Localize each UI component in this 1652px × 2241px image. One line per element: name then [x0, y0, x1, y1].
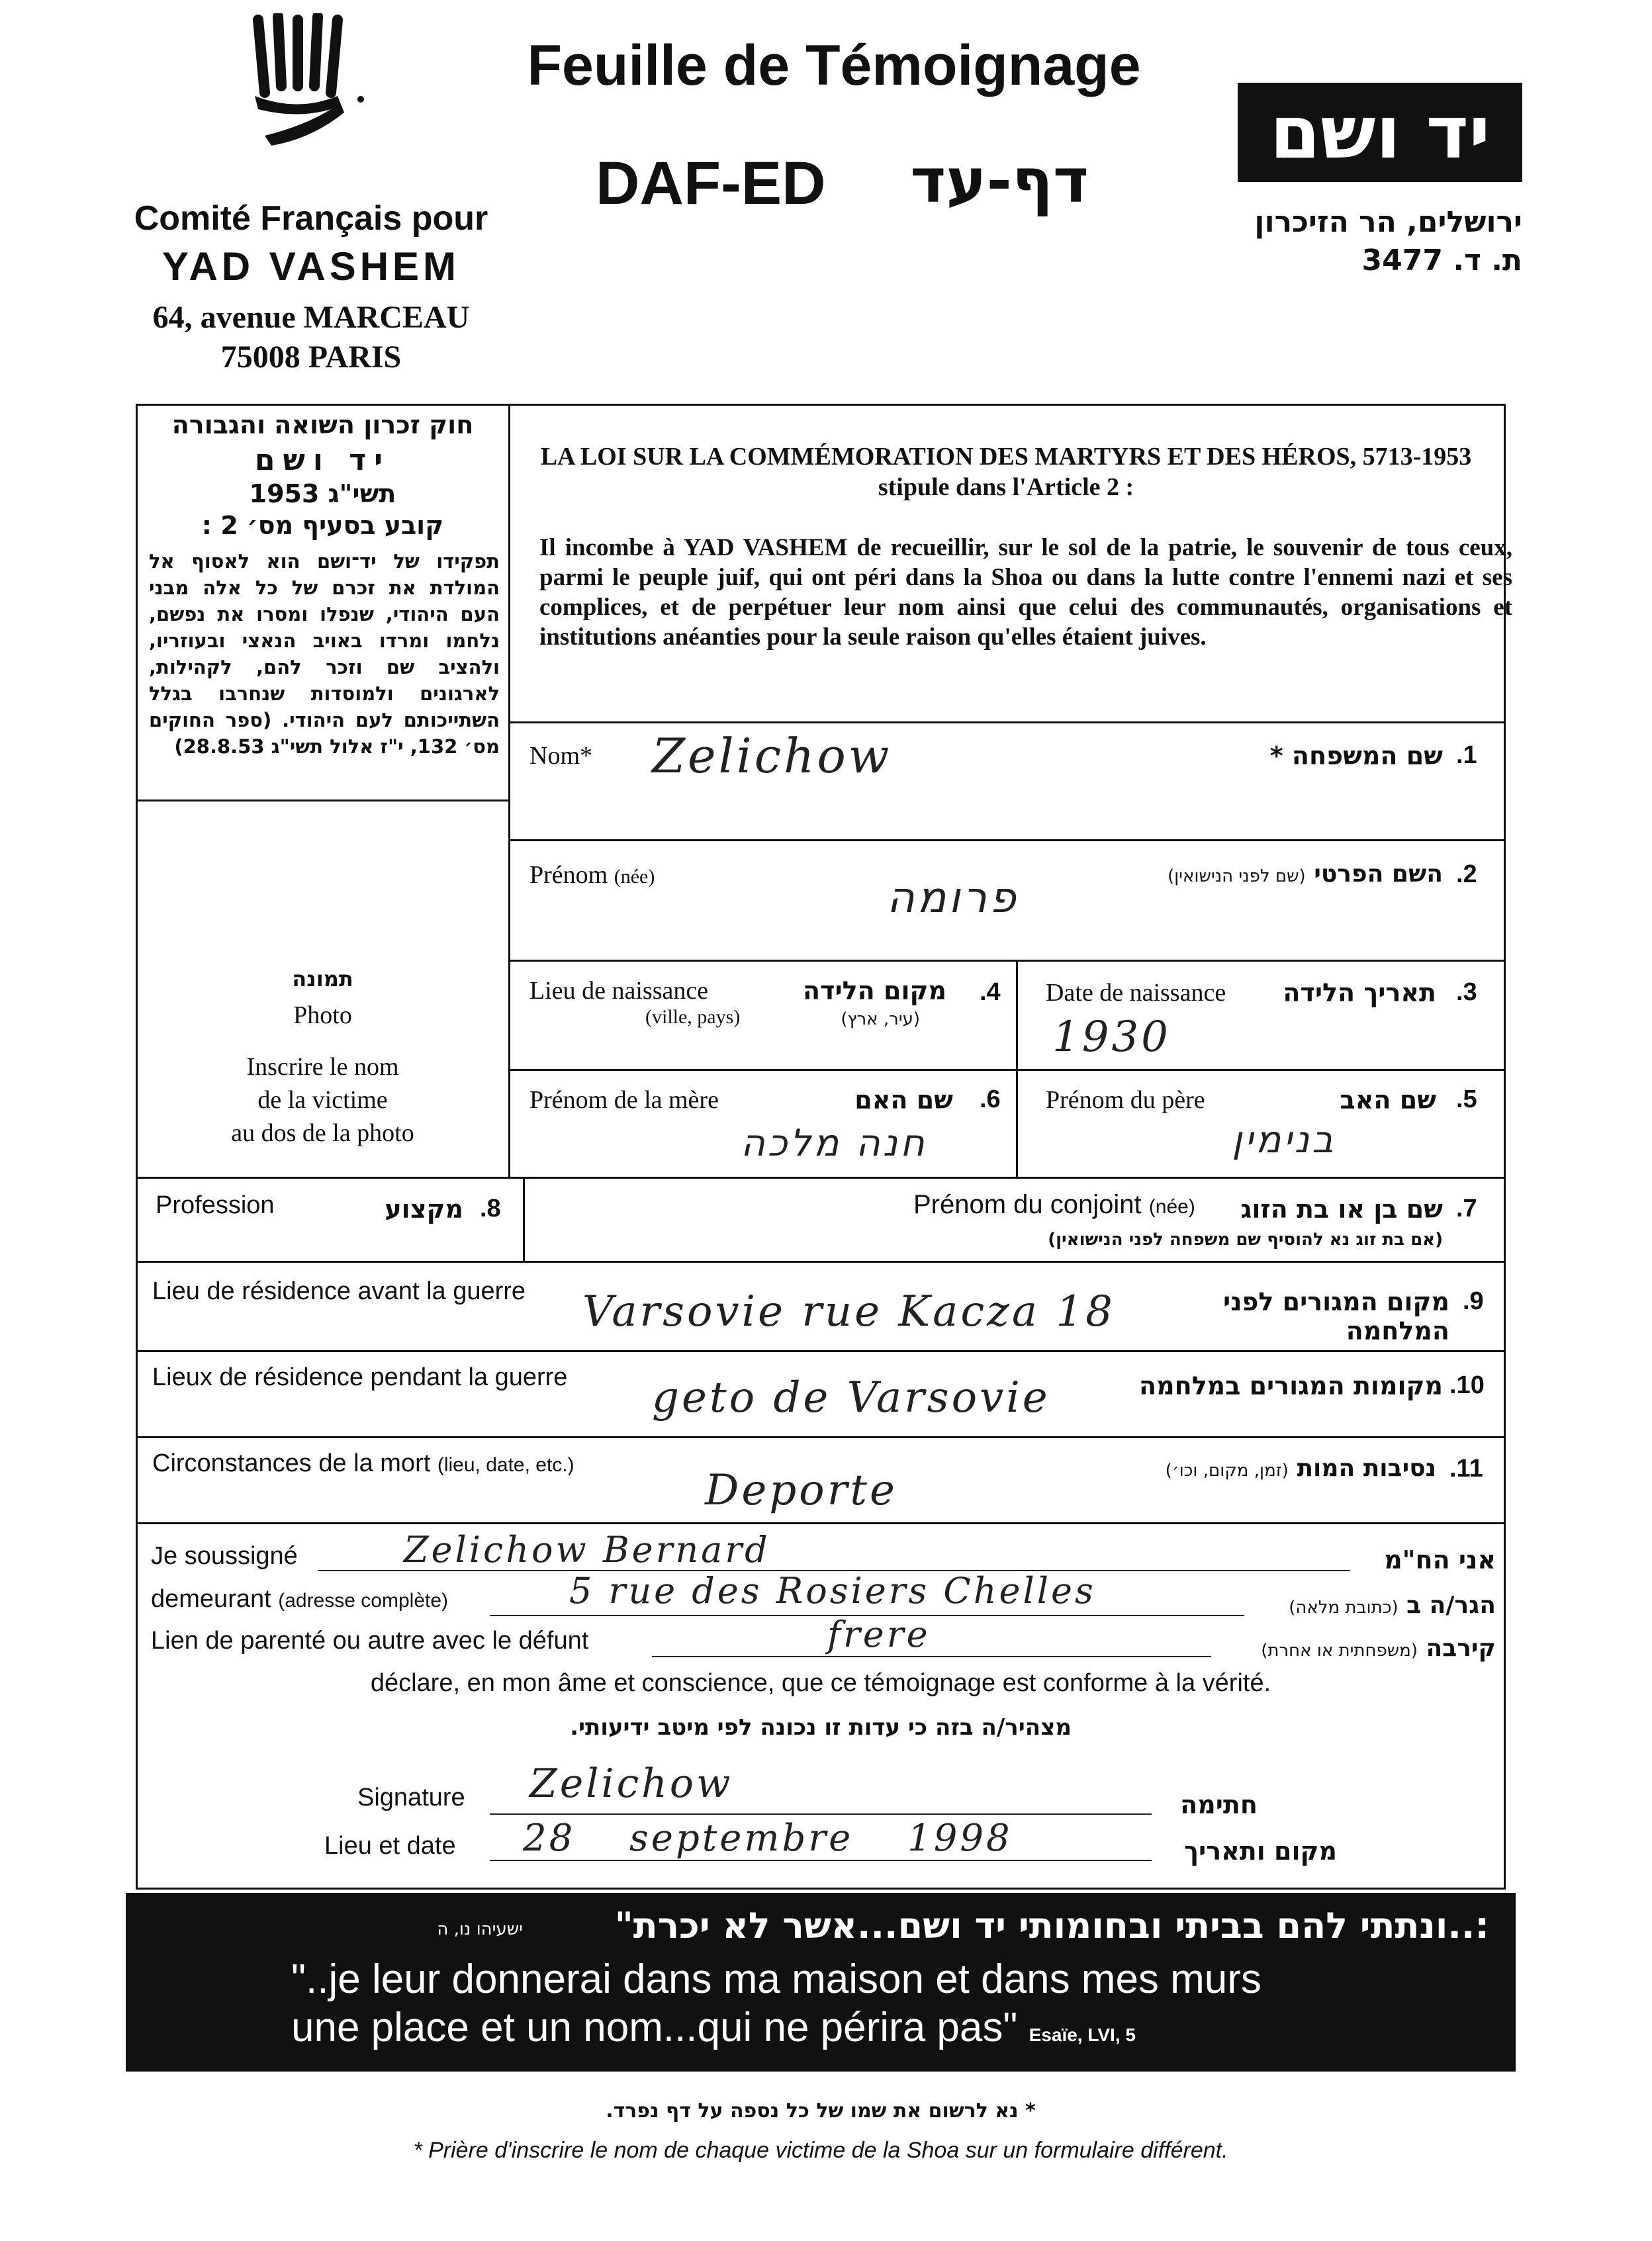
address-line1: 64, avenue MARCEAU: [152, 300, 470, 335]
prenom-label: Prénom (née): [529, 861, 655, 889]
prenom-pere-number: .5: [1456, 1085, 1477, 1113]
lieu-naissance-sub: (ville, pays): [645, 1006, 741, 1028]
footer-hebrew: * נא לרשום את שמו של כל נספה על דף נפרד.: [606, 2099, 1036, 2123]
law-hebrew-yv: יד ושם: [254, 443, 391, 477]
banner-french-2: une place et un nom...qui ne périra pas" Esaïe, LVI, 5: [291, 2005, 1136, 2050]
profession-number: .8: [480, 1195, 501, 1222]
lieu-naissance-hebrew: מקום הלידה: [803, 976, 946, 1005]
banner-hebrew-ref: ישעיהו נו, ה: [437, 1919, 523, 1939]
footer-french: * Prière d'inscrire le nom de chaque victime de la Shoa sur un formulaire différent.: [413, 2138, 1228, 2163]
prenom-label-hebrew: השם הפרטי (שם לפני הנישואין): [1167, 860, 1443, 888]
date-naissance-value[interactable]: 1930: [1052, 1013, 1171, 1062]
quote-banner: [126, 1893, 1516, 2072]
law-hebrew-title: חוק זכרון השואה והגבורה: [171, 410, 474, 439]
nom-number: .1: [1456, 741, 1477, 769]
conjoint-hebrew-sub: (אם בת זוג נא להוסיף שם משפחה לפני הנישואין): [1048, 1230, 1443, 1250]
prenom-pere-label: Prénom du père: [1046, 1086, 1205, 1114]
demeurant-hebrew: הגר/ה ב (כתובת מלאה): [1289, 1592, 1496, 1619]
law-french-title: LA LOI SUR LA COMMÉMORATION DES MARTYRS ET DES HÉROS, 5713-1953: [540, 443, 1472, 471]
po-box: ת. ד. 3477: [1361, 244, 1522, 277]
law-hebrew-year: תשי"ג 1953: [249, 479, 396, 508]
daf-ed-latin: DAF-ED: [596, 150, 826, 217]
lieu-date-label: Lieu et date: [324, 1832, 456, 1860]
yad-vashem-logo: יד ושם: [1238, 83, 1522, 182]
lieu-naissance-hebrew-sub: (עיר, ארץ): [841, 1009, 920, 1029]
residence-avant-label: Lieu de résidence avant la guerre: [152, 1277, 526, 1305]
residence-pendant-label: Lieux de résidence pendant la guerre: [152, 1363, 568, 1391]
profession-label: Profession: [156, 1191, 275, 1219]
photo-heb-label: תמונה: [292, 966, 353, 991]
lien-value[interactable]: frere: [827, 1614, 931, 1655]
residence-avant-value[interactable]: Varsovie rue Kacza 18: [582, 1287, 1115, 1336]
conjoint-hebrew: שם בן או בת הזוג: [1240, 1195, 1443, 1224]
circonstances-hebrew: נסיבות המות (זמן, מקום, וכו׳): [1165, 1455, 1436, 1482]
signature-label: Signature: [357, 1784, 465, 1811]
lieu-naissance-number: .4: [980, 978, 1001, 1006]
residence-pendant-number: .10: [1449, 1371, 1485, 1399]
declaration-french: déclare, en mon âme et conscience, que ce témoignage est conforme à la vérité.: [370, 1669, 1271, 1697]
lieu-date-value[interactable]: 28 septembre 1998: [523, 1817, 1013, 1860]
soussigne-label: Je soussigné: [151, 1542, 298, 1570]
residence-pendant-hebrew: מקומות המגורים במלחמה: [1138, 1371, 1443, 1400]
law-french-subtitle: stipule dans l'Article 2 :: [878, 473, 1134, 501]
date-naissance-hebrew: תאריך הלידה: [1283, 978, 1436, 1007]
circonstances-value[interactable]: Deporte: [705, 1466, 897, 1515]
yv-address-hebrew: ירושלים, הר הזיכרון: [1254, 205, 1522, 239]
soussigne-value[interactable]: Zelichow Bernard: [404, 1529, 770, 1571]
residence-pendant-value[interactable]: geto de Varsovie: [652, 1373, 1050, 1422]
org-line2: YAD VASHEM: [161, 244, 461, 289]
prenom-mere-hebrew: שם האם: [854, 1085, 953, 1115]
nom-label-hebrew: שם המשפחה *: [1269, 741, 1443, 770]
prenom-pere-hebrew: שם האב: [1340, 1085, 1436, 1115]
demeurant-value[interactable]: 5 rue des Rosiers Chelles: [569, 1570, 1096, 1612]
org-line1: Comité Français pour: [134, 199, 488, 238]
daf-ed-hebrew: דף-עד: [910, 146, 1089, 216]
lien-label: Lien de parenté ou autre avec le défunt: [151, 1627, 589, 1655]
photo-label: Photo: [293, 1001, 352, 1029]
signature-value[interactable]: Zelichow: [529, 1761, 733, 1807]
residence-avant-number: .9: [1463, 1287, 1484, 1315]
photo-instruction-2: de la victime: [257, 1086, 388, 1114]
lieu-naissance-label: Lieu de naissance: [529, 977, 709, 1005]
residence-avant-hebrew: מקום המגורים לפני המלחמה: [1223, 1287, 1449, 1346]
prenom-mere-value[interactable]: חנה מלכה: [741, 1122, 927, 1165]
declaration-hebrew: מצהיר/ה בזה כי עדות זו נכונה לפי מיטב ידיעותי.: [570, 1714, 1072, 1741]
law-french-body: Il incombe à YAD VASHEM de recueillir, sur le sol de la patrie, le souvenir de tous ceux, parmi le peuple juif, qui ont péri dans la Shoa ou dans la lutte contre l'ennemi nazi et ses complices, et de perpétuer leur nom ainsi que celui des communautés, organisations et institutions anéanties pour la seule raison qu'elles étaient juives.: [539, 534, 1512, 651]
menorah-logo: [245, 13, 377, 159]
law-hebrew-article: קובע בסעיף מס׳ 2 :: [201, 511, 444, 540]
prenom-pere-value[interactable]: בנימין: [1232, 1119, 1336, 1162]
nom-value[interactable]: Zelichow: [652, 728, 892, 784]
conjoint-label: Prénom du conjoint (née): [913, 1190, 1195, 1219]
soussigne-hebrew: אני הח"מ: [1384, 1545, 1496, 1575]
address-line2: 75008 PARIS: [220, 340, 402, 375]
date-naissance-number: .3: [1456, 978, 1477, 1006]
circonstances-label: Circonstances de la mort (lieu, date, etc.): [152, 1449, 574, 1477]
banner-french-ref: Esaïe, LVI, 5: [1029, 2025, 1136, 2045]
photo-instruction-1: Inscrire le nom: [246, 1053, 399, 1081]
date-naissance-label: Date de naissance: [1046, 979, 1226, 1007]
lien-hebrew: קירבה (משפחתית או אחרת): [1261, 1635, 1496, 1662]
banner-french-1: "..je leur donnerai dans ma maison et dans mes murs: [291, 1956, 1262, 2002]
prenom-number: .2: [1456, 860, 1477, 888]
prenom-value[interactable]: פרומה: [887, 874, 1019, 923]
lieu-date-hebrew: מקום ותאריך: [1184, 1837, 1337, 1866]
profession-hebrew: מקצוע: [385, 1195, 463, 1224]
page-title: Feuille de Témoignage: [527, 34, 1141, 97]
law-hebrew-body: תפקידו של יד־ושם הוא לאסוף אל המולדת את זכרם של כל אלה מבני העם היהודי, שנפלו ומסרו את נפשם, נלחמו ומרדו באויב הנאצי ובעוזריו, ולהציב שם וזכר להם, לקהילות, לארגונים ולמוסדות שנחרבו בגלל השתייכותם לעם היהודי. (ספר החוקים מס׳ 132, י"ז אלול תשי"ג 28.8.53): [149, 550, 500, 758]
circonstances-number: .11: [1449, 1455, 1483, 1483]
banner-hebrew: :..ונתתי להם בביתי ובחומותי יד ושם...אשר לא יכרת": [614, 1905, 1489, 1946]
prenom-nee: (née): [614, 866, 655, 888]
prenom-mere-label: Prénom de la mère: [529, 1086, 719, 1114]
demeurant-label: demeurant (adresse complète): [151, 1585, 449, 1613]
conjoint-number: .7: [1456, 1195, 1477, 1222]
prenom-mere-number: .6: [980, 1085, 1001, 1113]
photo-instruction-3: au dos de la photo: [231, 1119, 414, 1147]
nom-label: Nom*: [529, 742, 592, 770]
signature-hebrew: חתימה: [1180, 1790, 1258, 1819]
